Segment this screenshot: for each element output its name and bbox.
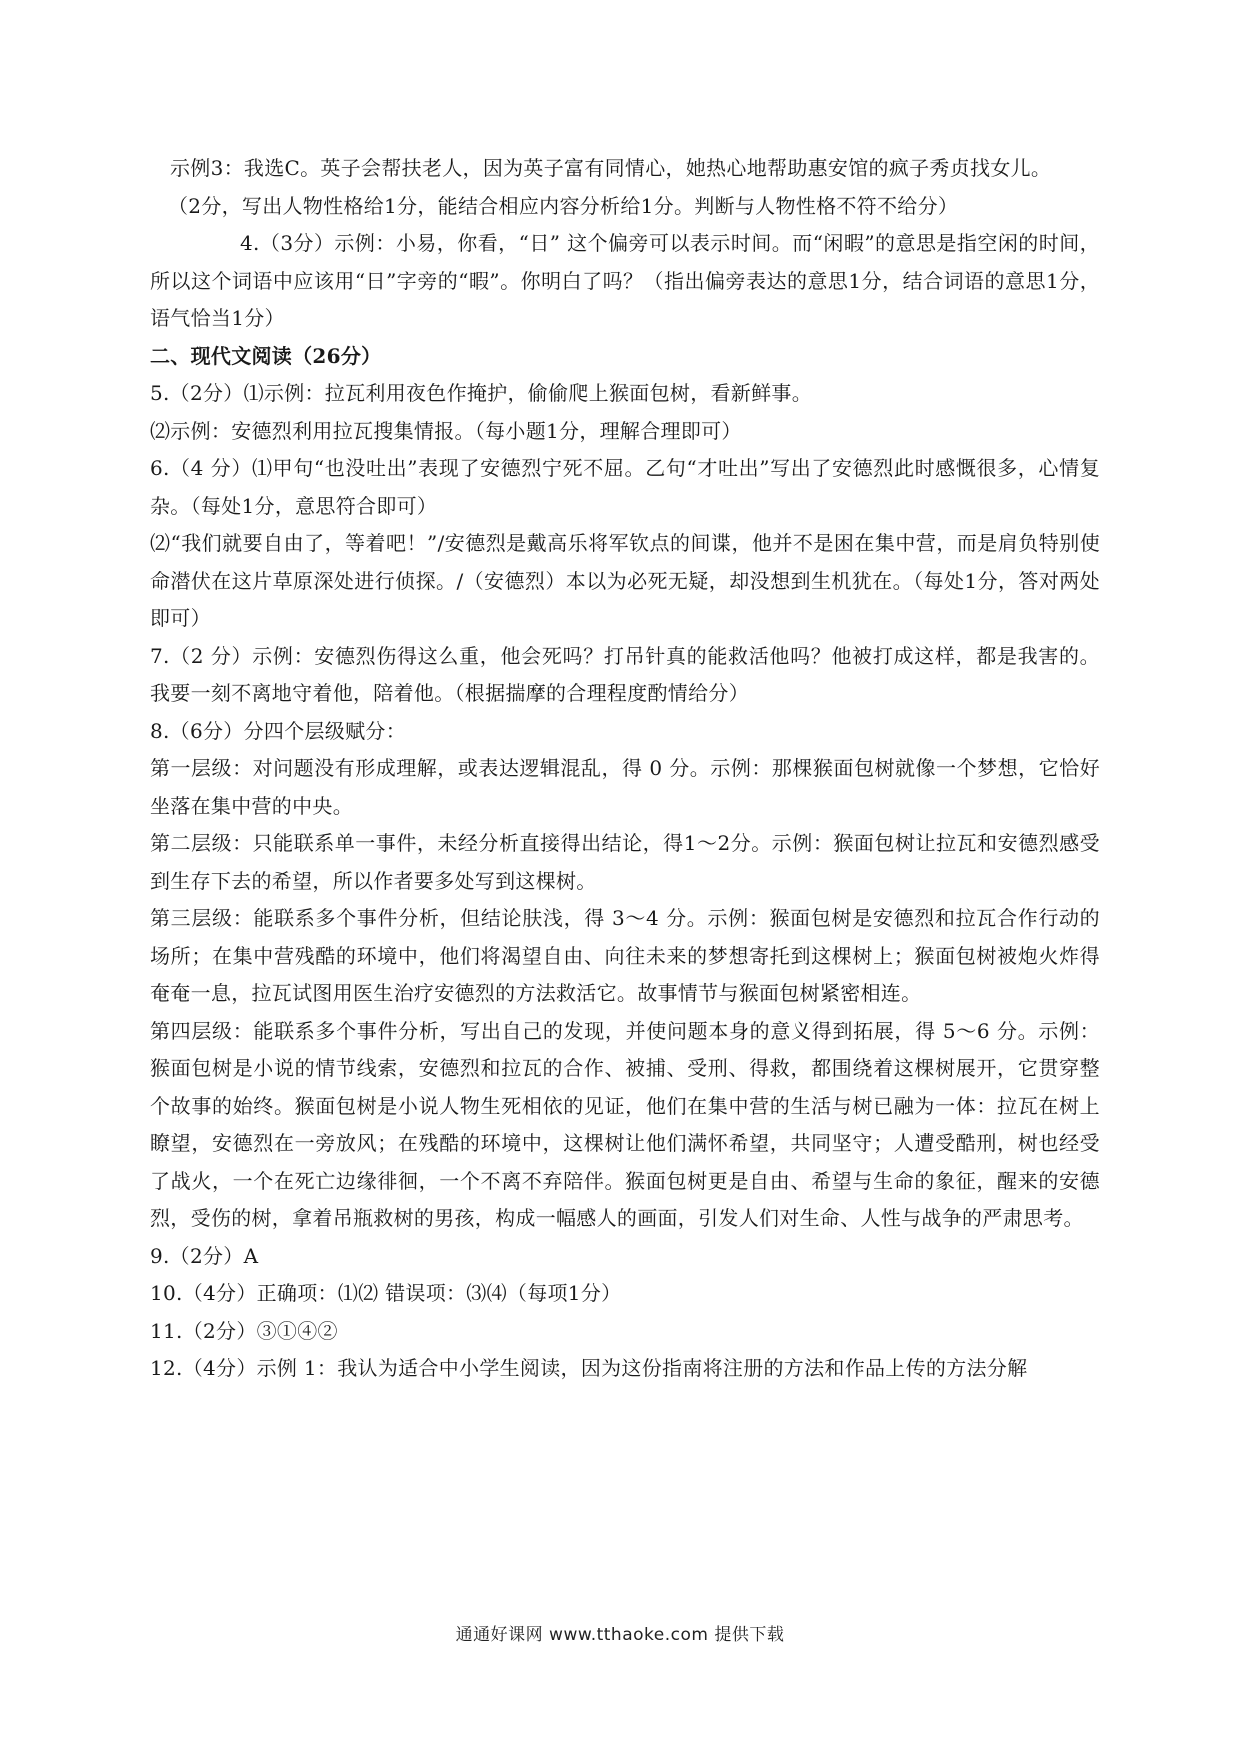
answer-q7: 7.（2 分）示例：安德烈伤得这么重，他会死吗？打吊针真的能救活他吗？他被打成这样，都是我害的。我要一刻不离地守着他，陪着他。（根据揣摩的合理程度酌情给分） [150,643,1100,705]
scoring-note-q3: （2分，写出人物性格给1分，能结合相应内容分析给1分。判断与人物性格不符不给分） [168,193,959,218]
answer-q6-part1: 6.（4 分）⑴甲句“也没吐出”表现了安德烈宁死不屈。乙句“才吐出”写出了安德烈此时感慨很多，心情复杂。（每处1分，意思符合即可） [150,456,1100,518]
answer-q11: 11.（2分）③①④② [150,1318,338,1343]
answer-key-page [150,150,1100,1388]
answer-example-3: 示例3：我选C。英子会帮扶老人，因为英子富有同情心，她热心地帮助惠安馆的疯子秀贞找女儿。 [170,156,1052,180]
answer-q5-part2: ⑵示例：安德烈利用拉瓦搜集情报。（每小题1分，理解合理即可） [150,418,742,443]
answer-q8-level2: 第二层级：只能联系单一事件，未经分析直接得出结论，得1～2分。示例：猴面包树让拉瓦和安德烈感受到生存下去的希望，所以作者要多处写到这棵树。 [150,831,1100,893]
answer-q6-part2: ⑵“我们就要自由了，等着吧！”/安德烈是戴高乐将军钦点的间谍，他并不是困在集中营，而是肩负特别使命潜伏在这片草原深处进行侦探。/（安德烈）本以为必死无疑，却没想到生机犹在。（每处1分，答对两处即可） [150,531,1100,630]
answer-q10: 10.（4分）正确项：⑴⑵ 错误项：⑶⑷（每项1分） [150,1281,622,1305]
section-heading-modern-reading: 二、现代文阅读（26分） [150,343,382,368]
answer-q8-level1: 第一层级：对问题没有形成理解，或表达逻辑混乱，得 0 分。示例：那棵猴面包树就像一个梦想，它恰好坐落在集中营的中央。 [150,756,1100,818]
answer-q9: 9.（2分）A [150,1243,259,1268]
answer-q5-part1: 5.（2分）⑴示例：拉瓦利用夜色作掩护，偷偷爬上猴面包树，看新鲜事。 [150,381,813,405]
answer-q12: 12.（4分）示例 1：我认为适合中小学生阅读，因为这份指南将注册的方法和作品上传的方法分解 [150,1356,1028,1380]
answer-q8-intro: 8.（6分）分四个层级赋分： [150,718,407,743]
answer-q8-level4: 第四层级：能联系多个事件分析，写出自己的发现，并使问题本身的意义得到拓展，得 5～6 分。示例：猴面包树是小说的情节线索，安德烈和拉瓦的合作、被捕、受刑、得救，都围绕着这棵树展开，它贯穿整个故事的始终。猴面包树是小说人物生死相依的见证，他们在集中营的生活与树已融为一体：拉瓦在树上瞭望，安德烈在一旁放风；在残酷的环境中，这棵树让他们满怀希望，共同坚守；人遭受酷刑，树也经受了战火，一个在死亡边缘徘徊，一个不离不弃陪伴。猴面包树更是自由、希望与生命的象征，醒来的安德烈，受伤的树，拿着吊瓶救树的男孩，构成一幅感人的画面，引发人们对生命、人性与战争的严肃思考。 [150,1018,1100,1230]
answer-q8-level3: 第三层级：能联系多个事件分析，但结论肤浅，得 3～4 分。示例：猴面包树是安德烈和拉瓦合作行动的场所；在集中营残酷的环境中，他们将渴望自由、向往未来的梦想寄托到这棵树上；猴面包树被炮火炸得奄奄一息，拉瓦试图用医生治疗安德烈的方法救活它。故事情节与猴面包树紧密相连。 [150,906,1100,1005]
answer-q4: 4.（3分）示例：小易，你看，“日” 这个偏旁可以表示时间。而“闲暇”的意思是指空闲的时间，所以这个词语中应该用“日”字旁的“暇”。你明白了吗？（指出偏旁表达的意思1分，结合词语的意思1分，语气恰当1分） [150,231,1100,330]
page-footer: 通通好课网 www.tthaoke.com 提供下载 [455,1625,785,1645]
